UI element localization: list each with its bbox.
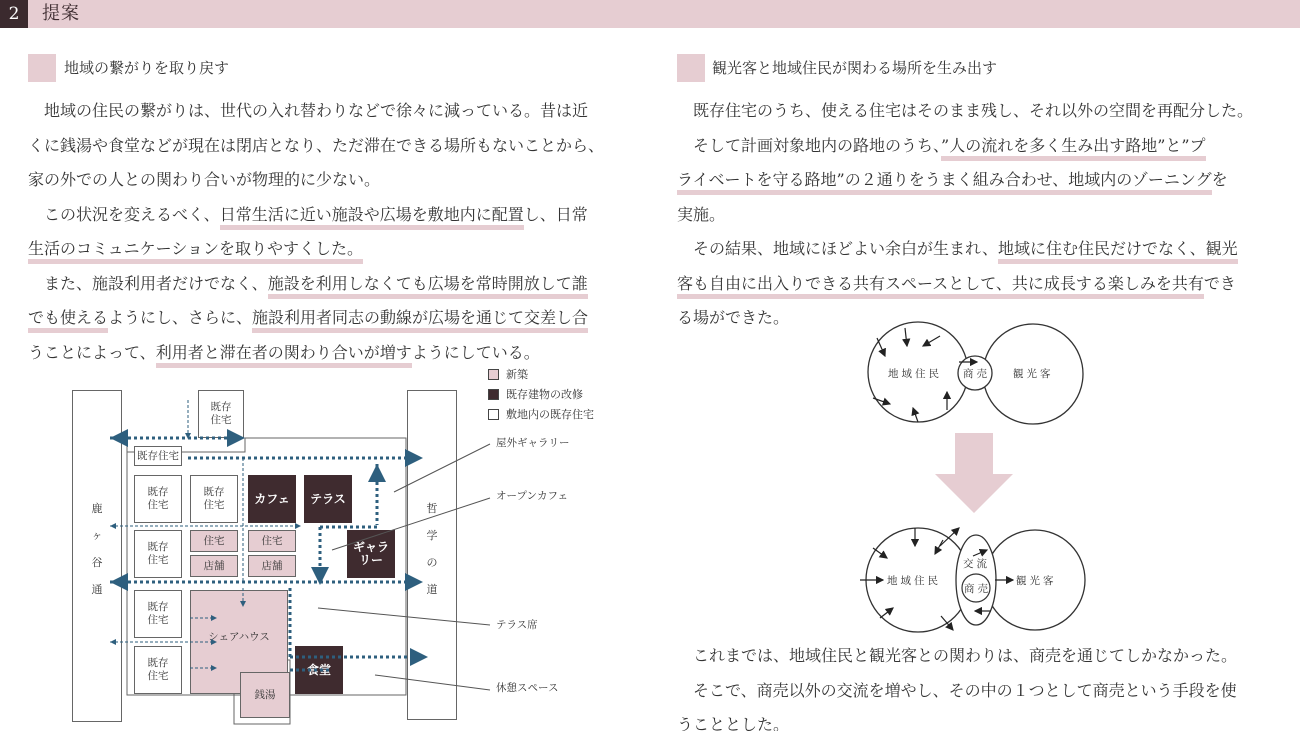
left-p3-line2	[28, 301, 604, 336]
heading-marker	[28, 54, 56, 82]
label-tourists-top: 観光客	[1013, 368, 1054, 380]
text-span: を	[1211, 170, 1228, 189]
existing-house: 既存 住宅	[190, 475, 238, 523]
section-number: 2	[0, 0, 28, 28]
left-p1-line1: 地域の住民の繋がりは、世代の入れ替わりなどで徐々に減っている。昔は近	[44, 101, 589, 120]
highlight-span: でも使える	[28, 308, 108, 333]
legend-existing	[488, 406, 594, 422]
header-bar	[0, 0, 1300, 28]
text-span: ようにし、さらに、	[108, 308, 253, 327]
text-span: この状況を変えるべく、	[44, 204, 220, 224]
gallery-building: ギャラリー	[347, 530, 395, 578]
sento-building: 銭湯	[240, 672, 290, 718]
left-heading: 地域の繋がりを取り戻す	[64, 59, 230, 77]
text-span: うことによって、	[28, 342, 156, 362]
shokudo-building: 食堂	[295, 646, 343, 694]
concept-diagram	[855, 318, 1095, 638]
highlight-span: 地域に住む住民だけでなく、観光	[998, 239, 1238, 264]
legend-swatch	[488, 369, 499, 380]
text-span: また、施設利用者だけでなく、	[44, 273, 268, 293]
label-tourists-bottom: 観光客	[1016, 575, 1057, 587]
right-p4-line1: これまでは、地域住民と観光客との関わりは、商売を通じてしかなかった。	[693, 646, 1238, 665]
existing-house-top: 既存 住宅	[198, 390, 244, 438]
label-residents-bottom: 地域住民	[887, 575, 941, 587]
right-heading: 観光客と地域住民が関わる場所を生み出す	[712, 59, 998, 77]
callout-terrace-seats: テラス席	[496, 619, 538, 631]
road-char: 道	[426, 583, 438, 596]
left-p1-line3: 家の外での人との関わり合いが物理的に少ない。	[28, 170, 381, 189]
right-p4-line3: うこととした。	[677, 715, 790, 731]
callout-open-cafe: オープンカフェ	[496, 490, 569, 502]
label-trade-bottom: 商売	[964, 583, 991, 595]
text-span: し、日常	[523, 204, 588, 224]
text-span: ようにしている。	[411, 342, 540, 362]
new-shop: 店舗	[190, 555, 238, 577]
highlight-span: 客も自由に出入りできる共有スペースとして、共に成長する楽しみを共有	[677, 274, 1204, 299]
left-body	[28, 94, 604, 370]
callout-rest-space: 休憩スペース	[496, 682, 559, 694]
new-house: 住宅	[190, 530, 238, 552]
highlight-span: ライベートを守る路地”の２通りをうまく組み合わせ、地域内のゾーニング	[677, 170, 1212, 195]
existing-house-small: 既存住宅	[134, 446, 182, 466]
heading-marker	[677, 54, 705, 82]
road-char: 哲	[426, 502, 438, 515]
highlight-span: 施設を利用しなくても広場を常時開放して誰	[268, 274, 588, 299]
sharehouse-building: シェアハウス	[190, 590, 288, 694]
legend-label: 新築	[506, 368, 528, 381]
right-p1: 既存住宅のうち、使える住宅はそのまま残し、それ以外の空間を再配分した。	[693, 101, 1254, 120]
right-body	[677, 94, 1253, 336]
new-house: 住宅	[248, 530, 296, 552]
legend-label: 敷地内の既存住宅	[506, 408, 594, 421]
right-p4-line2: そこで、商売以外の交流を増やし、その中の１つとして商売という手段を使	[693, 680, 1237, 700]
legend-swatch	[488, 389, 499, 400]
highlight-span: 施設利用者同志の動線が広場を通じて交差し合	[252, 308, 588, 333]
highlight-span: 利用者と滞在者の関わり合いが増す	[156, 343, 412, 368]
right-body-bottom	[677, 639, 1237, 731]
text-span: でき	[1203, 273, 1236, 293]
left-p2-line2	[28, 232, 604, 267]
road-char: 学	[426, 529, 438, 542]
legend-swatch	[488, 409, 499, 420]
section-title: 提案	[42, 3, 80, 24]
site-plan	[70, 360, 630, 725]
new-shop: 店舗	[248, 555, 296, 577]
existing-house: 既存 住宅	[134, 530, 182, 578]
legend-label: 既存建物の改修	[506, 388, 583, 401]
right-p2-line1	[677, 129, 1253, 164]
left-p3-line1	[28, 267, 604, 302]
road-char: の	[426, 556, 438, 569]
road-char: ヶ	[91, 529, 103, 542]
legend-renovate	[488, 386, 583, 402]
road-char: 谷	[91, 556, 103, 569]
text-span: その結果、地域にほどよい余白が生まれ、	[693, 239, 998, 258]
highlight-span: 生活のコミュニケーションを取りやすくした。	[28, 239, 363, 264]
cafe-building: カフェ	[248, 475, 296, 523]
existing-house: 既存 住宅	[134, 590, 182, 638]
callout-outdoor-gallery: 屋外ギャラリー	[496, 437, 570, 449]
terrace-building: テラス	[304, 475, 352, 523]
existing-house: 既存 住宅	[134, 646, 182, 694]
existing-house: 既存 住宅	[134, 475, 182, 523]
text-span: そして計画対象地内の路地のうち、	[693, 135, 942, 155]
legend-new	[488, 366, 528, 382]
highlight-span: 日常生活に近い施設や広場を敷地内に配置	[220, 205, 524, 230]
label-residents-top: 地域住民	[888, 368, 942, 380]
highlight-span: ”人の流れを多く生み出す路地”と”プ	[941, 136, 1206, 161]
road-char: 鹿	[91, 502, 103, 515]
right-p3-line1	[677, 232, 1253, 267]
right-p3-line2	[677, 267, 1253, 302]
left-p1-line2: くに銭湯や食堂などが現在は閉店となり、ただ滞在できる場所もないことから、	[28, 135, 605, 155]
label-trade-top: 商売	[963, 368, 990, 380]
right-p2-line3: 実施。	[677, 204, 726, 224]
right-p2-line2	[677, 163, 1253, 198]
label-exchange: 交流	[963, 558, 990, 570]
right-p3-line3: る場ができた。	[677, 308, 790, 327]
left-p2-line1	[28, 198, 604, 233]
road-char: 通	[91, 583, 103, 596]
